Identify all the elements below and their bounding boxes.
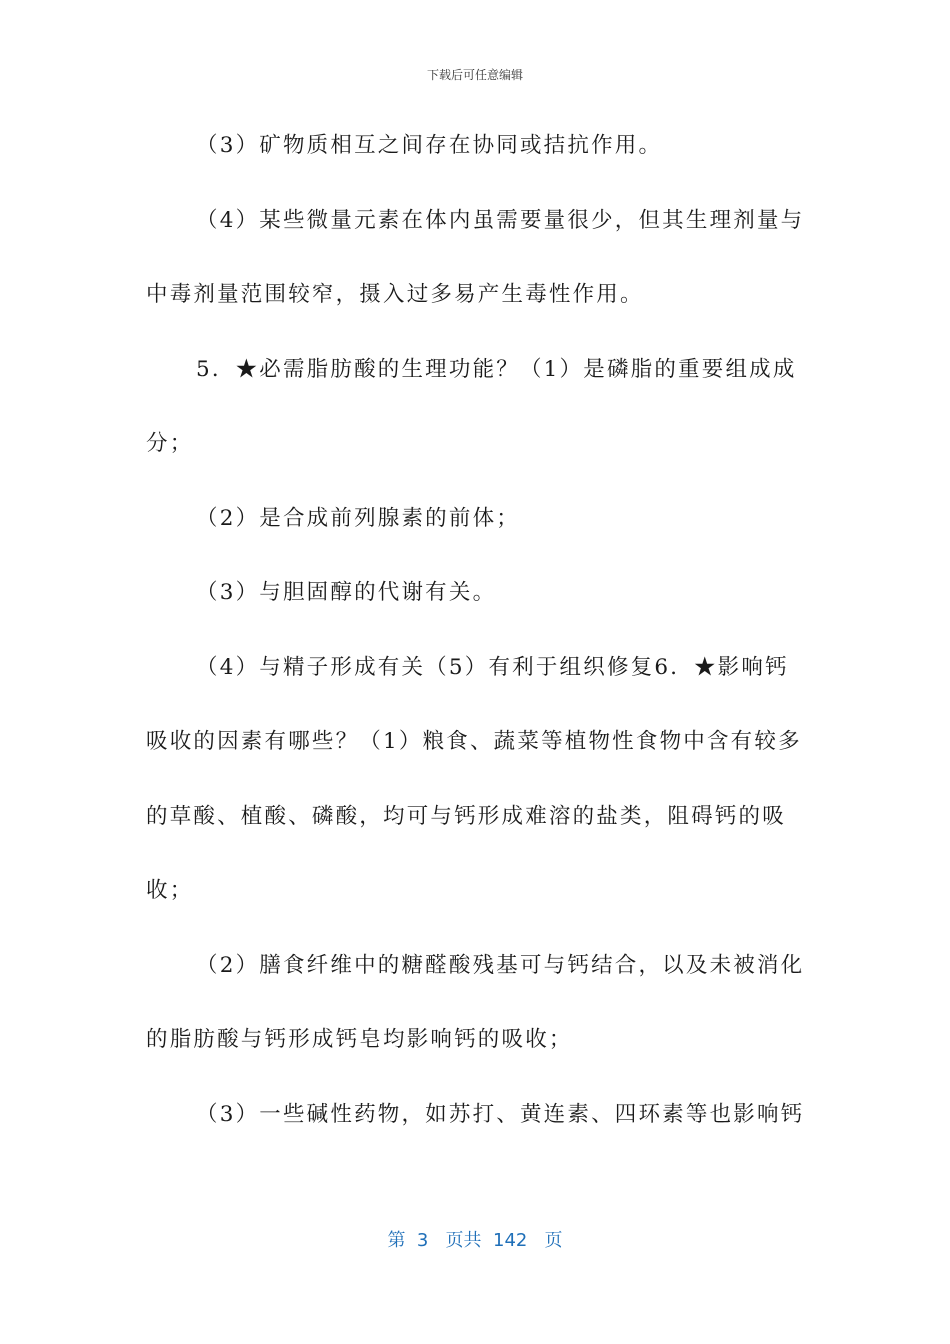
paragraph-line: （3）一些碱性药物，如苏打、黄连素、四环素等也影响钙 xyxy=(196,1101,805,1127)
document-body xyxy=(146,120,806,1163)
paragraph-line: 中毒剂量范围较窄，摄入过多易产生毒性作用。 xyxy=(146,282,644,307)
paragraph-line: （4）与精子形成有关（5）有利于组织修复6．★影响钙 xyxy=(196,654,789,680)
paragraph-line: 5．★必需脂肪酸的生理功能？（1）是磷脂的重要组成成 xyxy=(196,356,797,382)
paragraph-line: 的草酸、植酸、磷酸，均可与钙形成难溶的盐类，阻碍钙的吸 xyxy=(146,803,786,829)
paragraph-line: （2）是合成前列腺素的前体； xyxy=(196,505,520,531)
paragraph-line: 的脂肪酸与钙形成钙皂均影响钙的吸收； xyxy=(146,1027,573,1052)
paragraph-line: （4）某些微量元素在体内虽需要量很少，但其生理剂量与 xyxy=(196,207,805,233)
paragraph-line: 吸收的因素有哪些？（1）粮食、蔬菜等植物性食物中含有较多 xyxy=(146,729,802,754)
paragraph-line: （3）与胆固醇的代谢有关。 xyxy=(196,580,497,605)
page-number-footer: 第 3 页共 142 页 xyxy=(387,1230,563,1251)
paragraph-line: （2）膳食纤维中的糖醛酸残基可与钙结合，以及未被消化 xyxy=(196,952,805,978)
paragraph-line: 收； xyxy=(146,878,194,903)
paragraph-line: 分； xyxy=(146,431,194,456)
paragraph-line: （3）矿物质相互之间存在协同或拮抗作用。 xyxy=(196,133,663,158)
page-header: 下载后可任意编辑 xyxy=(426,68,523,82)
